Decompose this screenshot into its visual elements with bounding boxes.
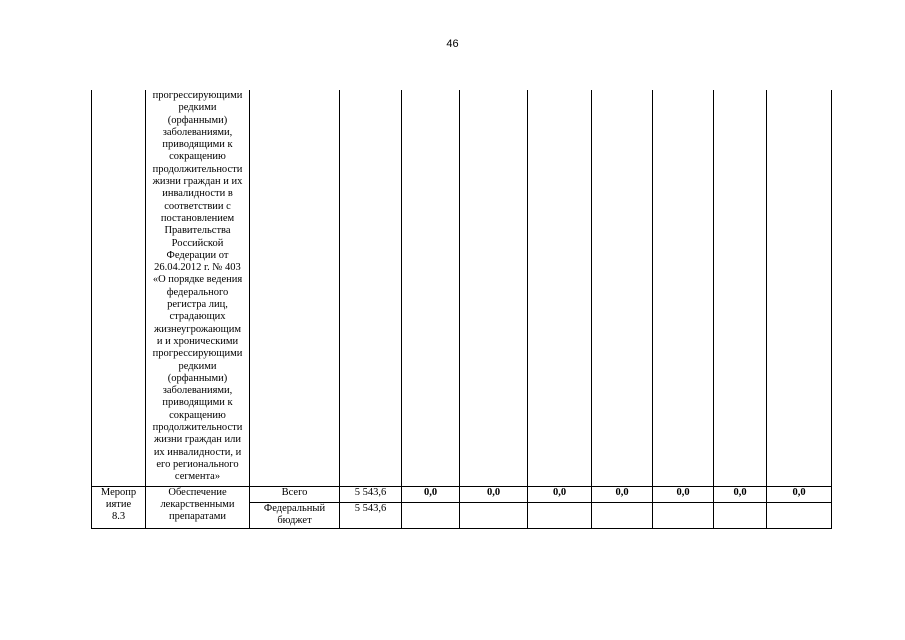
continuation-id-cell <box>92 90 146 486</box>
measure-row-total <box>92 486 832 502</box>
description-line: продолжительности <box>152 163 243 175</box>
continuation-description-cell <box>146 90 250 486</box>
continuation-empty-cell <box>460 90 528 486</box>
amount-cell: 0,0 <box>528 486 592 502</box>
amount-cell: 0,0 <box>402 486 460 502</box>
description-line: продолжительности <box>152 422 243 434</box>
funding-source-cell <box>250 486 340 502</box>
description-line: регистра лиц, <box>167 299 228 311</box>
funding-source-line: Федеральный <box>263 502 326 514</box>
amount-cell: 0,0 <box>460 486 528 502</box>
description-line: его регионального <box>156 458 239 470</box>
amount-cell: 5 543,6 <box>340 502 402 528</box>
description-line: их инвалидности, и <box>153 446 242 458</box>
amount-cell: 5 543,6 <box>340 486 402 502</box>
description-line: жизни граждан или <box>153 434 242 446</box>
amount-cell <box>528 502 592 528</box>
measure-id-cell <box>92 486 146 528</box>
measure-id-line: иятие <box>105 498 132 510</box>
description-line: Российской <box>171 237 224 249</box>
description-line: «О порядке ведения <box>152 274 243 286</box>
amount-cell: 0,0 <box>767 486 832 502</box>
measure-name-cell <box>146 486 250 528</box>
description-line: сокращению <box>169 151 226 163</box>
measure-name-line: Обеспечение <box>168 486 227 498</box>
continuation-empty-cell <box>340 90 402 486</box>
description-line: сегмента» <box>174 471 221 483</box>
description-line: Федерации от <box>166 249 229 261</box>
amount-cell <box>402 502 460 528</box>
description-line: 26.04.2012 г. № 403 <box>154 262 241 274</box>
description-line: соответствии с <box>164 200 231 212</box>
measure-name-line: лекарственными <box>160 498 235 510</box>
description-line: прогрессирующими <box>152 90 243 101</box>
description-line: инвалидности в <box>162 188 233 200</box>
description-line: федерального <box>166 286 229 298</box>
description-line: прогрессирующими <box>152 348 243 360</box>
description-line: жизни граждан и их <box>152 176 243 188</box>
amount-cell <box>460 502 528 528</box>
description-line: жизнеугрожающим <box>154 323 241 335</box>
page-number: 46 <box>446 38 459 50</box>
amount-cell: 0,0 <box>714 486 767 502</box>
amount-cell: 0,0 <box>653 486 714 502</box>
description-line: приводящими к <box>162 139 233 151</box>
description-line: (орфанными) <box>167 114 228 126</box>
budget-table <box>91 90 832 529</box>
amount-cell <box>592 502 653 528</box>
funding-source-line: бюджет <box>277 514 312 526</box>
measure-id-line: 8.3 <box>111 511 126 523</box>
continuation-row <box>92 90 832 486</box>
continuation-empty-cell <box>402 90 460 486</box>
amount-cell <box>767 502 832 528</box>
description-line: заболеваниями, <box>162 385 233 397</box>
continuation-empty-cell <box>767 90 832 486</box>
funding-source-line: Всего <box>281 486 308 498</box>
amount-cell: 0,0 <box>592 486 653 502</box>
measure-id-line: Меропр <box>100 486 137 498</box>
description-line: сокращению <box>169 409 226 421</box>
continuation-empty-cell <box>250 90 340 486</box>
continuation-empty-cell <box>653 90 714 486</box>
description-line: заболеваниями, <box>162 126 233 138</box>
description-line: (орфанными) <box>167 372 228 384</box>
description-line: постановлением <box>160 212 235 224</box>
measure-name-line: препаратами <box>168 511 227 523</box>
description-line: страдающих <box>169 311 226 323</box>
amount-cell <box>714 502 767 528</box>
continuation-empty-cell <box>714 90 767 486</box>
funding-source-cell <box>250 502 340 528</box>
description-line: редкими <box>178 360 217 372</box>
continuation-empty-cell <box>528 90 592 486</box>
amount-cell <box>653 502 714 528</box>
description-line: Правительства <box>164 225 231 237</box>
description-line: приводящими к <box>162 397 233 409</box>
description-line: и и хроническими <box>156 335 239 347</box>
description-line: редкими <box>178 102 217 114</box>
continuation-empty-cell <box>592 90 653 486</box>
